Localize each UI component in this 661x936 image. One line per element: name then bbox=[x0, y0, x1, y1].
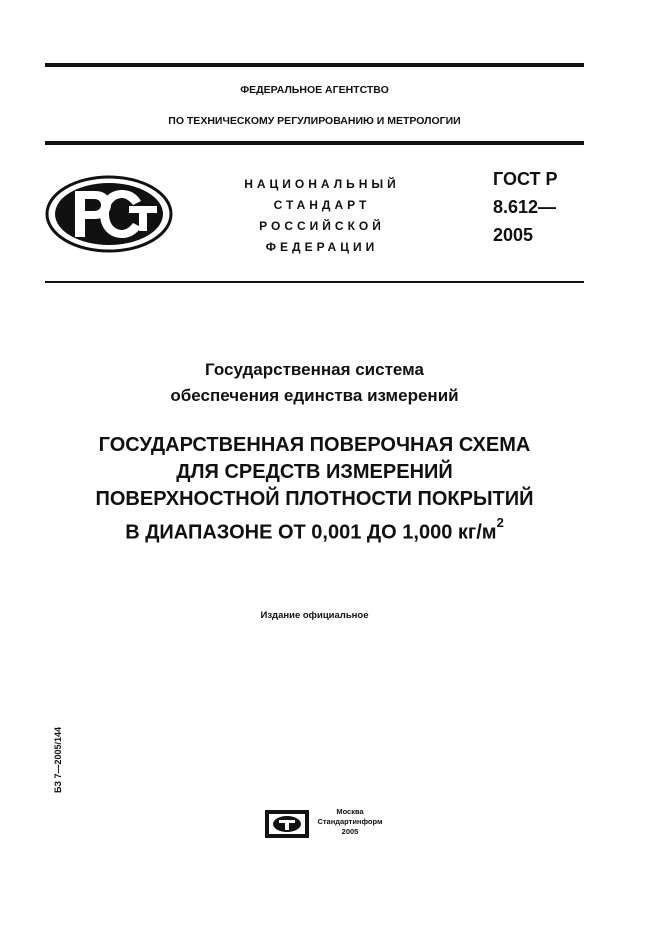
side-code: БЗ 7—2005/144 bbox=[53, 726, 63, 794]
gost-line-2: 8.612— bbox=[493, 197, 557, 217]
national-line-4: ФЕДЕРАЦИИ bbox=[265, 240, 379, 254]
title-superscript: 2 bbox=[496, 515, 504, 530]
top-rule bbox=[45, 63, 584, 67]
header-rule bbox=[45, 141, 584, 145]
national-standard-block bbox=[222, 174, 422, 258]
series-line-1: Государственная система bbox=[205, 360, 424, 379]
series-line-2: обеспечения единства измерений bbox=[170, 386, 459, 405]
gost-designation bbox=[493, 165, 593, 249]
bottom-header-rule bbox=[45, 281, 584, 283]
edition-label: Издание официальное bbox=[260, 610, 369, 621]
standartinform-logo-icon bbox=[265, 810, 309, 838]
rst-logo-icon bbox=[45, 175, 173, 253]
publisher-block bbox=[310, 807, 390, 837]
agency-line-2: ПО ТЕХНИЧЕСКОМУ РЕГУЛИРОВАНИЮ И МЕТРОЛОГИИ bbox=[168, 115, 461, 127]
publisher-city: Москва bbox=[336, 807, 364, 816]
document-title bbox=[45, 432, 584, 547]
title-line-4 bbox=[45, 513, 584, 547]
agency-line-1: ФЕДЕРАЛЬНОЕ АГЕНТСТВО bbox=[240, 84, 389, 96]
title-line-4-main: В ДИАПАЗОНЕ ОТ 0,001 ДО 1,000 кг/м bbox=[125, 521, 497, 544]
title-line-3: ПОВЕРХНОСТНОЙ ПЛОТНОСТИ ПОКРЫТИЙ bbox=[95, 488, 534, 510]
national-line-3: РОССИЙСКОЙ bbox=[259, 219, 385, 233]
publisher-year: 2005 bbox=[341, 827, 359, 836]
national-line-1: НАЦИОНАЛЬНЫЙ bbox=[244, 177, 400, 191]
gost-line-3: 2005 bbox=[493, 225, 534, 245]
title-line-2: ДЛЯ СРЕДСТВ ИЗМЕРЕНИЙ bbox=[176, 461, 453, 483]
series-title bbox=[45, 357, 584, 409]
publisher-name: Стандартинформ bbox=[317, 817, 383, 826]
title-line-1: ГОСУДАРСТВЕННАЯ ПОВЕРОЧНАЯ СХЕМА bbox=[98, 434, 531, 456]
gost-line-1: ГОСТ Р bbox=[493, 169, 558, 189]
national-line-2: СТАНДАРТ bbox=[273, 198, 371, 212]
